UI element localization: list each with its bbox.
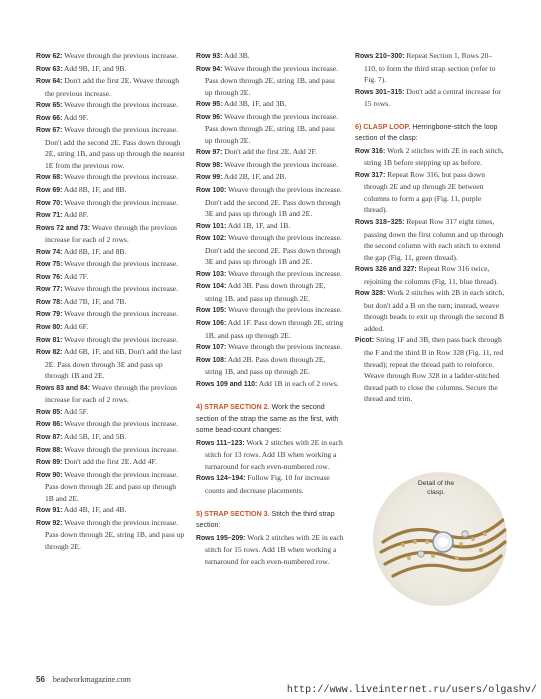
section-4-intro [196, 402, 344, 437]
row-label: Row 71: [36, 212, 63, 220]
row-text: Weave through the previous increase for each of 2 rows. [45, 382, 177, 405]
instruction-row [196, 111, 344, 147]
row-label: Rows 210–300: [355, 53, 405, 60]
row-text: Add 9F. [62, 112, 89, 122]
row-label: Row 85: [36, 408, 63, 416]
row-label: Row 94: [196, 65, 223, 73]
column-1 [36, 50, 186, 552]
column-2 [196, 50, 344, 567]
instruction-row [355, 263, 505, 287]
instruction-row [36, 296, 186, 309]
section-6-intro [355, 122, 505, 145]
column-3 [355, 50, 505, 405]
row-label: Row 64: [36, 78, 63, 86]
row-text: Weave through the previous increase. [62, 172, 179, 182]
instruction-row [36, 469, 186, 505]
row-text: Don't add the first 2E. Weave through the previous increase. [45, 76, 180, 98]
row-text: Weave through the previous increase. Pass down through 2E and pass up through 1B and 2E. [45, 469, 179, 503]
row-label: Row 67: [36, 127, 63, 135]
row-label: Row 100: [196, 187, 227, 195]
row-text: Weave through the previous increase. [62, 284, 179, 294]
section-6-text: Herringbone-stitch the loop section of the clasp: [355, 122, 498, 143]
row-label: Row 77: [36, 286, 63, 294]
instruction-row [36, 246, 186, 259]
row-label: Row 76: [36, 273, 63, 281]
row-label: Row 78: [36, 298, 63, 306]
instruction-row [196, 472, 344, 496]
row-text: Add 6F. [62, 322, 89, 332]
row-label: Row 102: [196, 235, 227, 243]
row-label: Row 79: [36, 311, 63, 319]
row-text: Weave through the previous increase for each of 2 rows. [45, 222, 177, 245]
instruction-row [36, 444, 186, 457]
instruction-row [36, 209, 186, 222]
section-5-rows [196, 532, 344, 568]
row-text: Weave through the previous increase. [62, 100, 179, 110]
col2-rows [196, 50, 344, 390]
row-label: Picot: [355, 337, 375, 345]
row-label: Rows 72 and 73: [36, 224, 90, 232]
instruction-row [196, 304, 344, 317]
page-footer [36, 675, 131, 684]
row-text: Don't add the first 2E. Add 4F. [62, 457, 158, 467]
row-label: Row 74: [36, 248, 63, 256]
instruction-row [196, 171, 344, 184]
instruction-row [196, 63, 344, 99]
instruction-row [196, 232, 344, 268]
row-label: Row 91: [36, 507, 63, 515]
row-label: Row 328: [355, 290, 386, 298]
row-text: Add 3B. [222, 51, 250, 60]
row-label: Rows 83 and 84: [36, 384, 90, 392]
row-label: Row 81: [36, 336, 63, 344]
instruction-row [36, 75, 186, 99]
instruction-row [196, 146, 344, 159]
row-text: Weave through the previous increase. [62, 334, 179, 344]
row-label: Row 63: [36, 65, 63, 73]
instruction-row [36, 504, 186, 517]
row-text: Add 5F. [62, 406, 89, 416]
row-text: Don't add the first 2E. Add 2F. [222, 147, 318, 157]
row-label: Row 62: [36, 53, 63, 60]
instruction-row [36, 271, 186, 284]
instruction-row [36, 346, 186, 382]
instruction-row [196, 220, 344, 233]
row-text: Weave through the previous increase. Don't add the second 2E. Pass down through 2E, string 1B, and pass up through the nearest 1E from the previous row. [45, 125, 185, 170]
row-text: Weave through the previous increase. [62, 51, 179, 60]
row-text: Weave through the previous increase. Pass down through 2E, string 1B, and pass up through 2E. [205, 111, 339, 145]
row-text: Repeat Section 1, Rows 20–110, to form the third strap section (refer to Fig. 7). [364, 51, 496, 85]
row-label: Rows 301–315: [355, 88, 405, 96]
row-label: Row 68: [36, 174, 63, 182]
instruction-row [196, 268, 344, 281]
row-text: Work 2 stitches with 2B in each stitch, but don't add a B on the turn; instead, weave through beads to exit up through the second B added. [364, 288, 505, 333]
instruction-row [36, 112, 186, 125]
section-6-rows [355, 145, 505, 405]
row-label: Row 108: [196, 356, 227, 364]
instruction-row [196, 354, 344, 378]
row-text: Add 5B, 1F, and 5B. [62, 431, 127, 441]
instruction-row [36, 222, 186, 246]
row-label: Row 88: [36, 446, 63, 454]
row-text: Weave through the previous increase. [62, 444, 179, 454]
page-number: 56 [36, 675, 45, 684]
row-text: Add 7F. [62, 271, 89, 281]
row-text: Weave through the previous increase. [226, 342, 342, 352]
row-text: Repeat Row 316 twice, rejoining the columns (Fig. 11, blue thread). [364, 264, 499, 286]
row-label: Row 87: [36, 433, 63, 441]
row-label: Row 107: [196, 344, 227, 352]
row-text: Add 1F. Pass down through 2E, string 1B, and pass up through 2E. [205, 318, 344, 340]
instruction-row [36, 308, 186, 321]
row-text: Add 9B, 1F, and 9B. [62, 63, 127, 73]
row-text: Repeat Row 316, but pass down through 2E and up through 2E between columns to form a gap (Fig. 11, purple thread). [364, 169, 486, 215]
row-text: Work 2 stitches with 2E in each stitch, string 1B before stepping up as before. [364, 145, 504, 168]
section-4-heading: 4) STRAP SECTION 2. [196, 403, 270, 412]
row-text: Add 6B, 1F, and 6B. Don't add the last 2E. Pass down through 3E and pass up through 1B and 2E. [45, 347, 182, 381]
row-text: Add 8F. [62, 210, 89, 220]
site-name: beadworkmagazine.com [52, 675, 131, 684]
row-text: Weave through the previous increase. Don't add the second 2E. Pass down through 3E and pass up through 1B and 2E. [205, 185, 342, 219]
row-label: Row 317: [355, 171, 386, 179]
instruction-row [36, 258, 186, 271]
row-text: String 1F and 3B, then pass back through the F and the third B in Row 328 (Fig. 11, red thread); repeat the thread path to reinforce. Weave through Row 328 in a ladder-stitched thread path to close the columns. Secure the thread and trim. [364, 335, 504, 404]
section-5-intro [196, 509, 344, 532]
row-label: Row 69: [36, 187, 63, 195]
row-text: Add 8B, 1F, and 8B. [62, 246, 127, 256]
instruction-row [196, 280, 344, 304]
instruction-row [355, 145, 505, 169]
row-label: Rows 318–325: [355, 219, 405, 227]
instruction-row [36, 456, 186, 469]
instruction-row [196, 184, 344, 220]
row-text: Weave through the previous increase. [62, 197, 179, 207]
watermark-url: http://www.liveinternet.ru/users/olgashv/ [286, 685, 537, 696]
instruction-row [36, 517, 186, 553]
instruction-row [36, 283, 186, 296]
row-label: Row 66: [36, 114, 63, 122]
row-text: Add 7B, 1F, and 7B. [62, 296, 127, 306]
row-label: Row 105: [196, 307, 227, 315]
row-label: Row 99: [196, 174, 223, 182]
section-5-heading: 5) STRAP SECTION 3. [196, 509, 270, 518]
instruction-row [36, 99, 186, 112]
row-label: Row 89: [36, 459, 63, 467]
instruction-row [36, 334, 186, 347]
row-label: Row 82: [36, 349, 63, 357]
instruction-row [36, 50, 186, 63]
section-4-text: Work the second section of the strap the same as the first, with some bead-count changes: [196, 403, 339, 435]
instruction-row [196, 98, 344, 111]
instruction-row [196, 532, 344, 568]
instruction-row [36, 321, 186, 334]
row-label: Row 101: [196, 222, 227, 230]
row-text: Add 8B, 1F, and 8B. [62, 185, 127, 195]
row-label: Row 103: [196, 270, 227, 278]
row-label: Rows 109 and 110: [196, 380, 258, 388]
instruction-row [196, 341, 344, 354]
row-text: Add 4B, 1F, and 4B. [62, 505, 127, 515]
instruction-row [36, 406, 186, 419]
row-text: Weave through the previous increase. Don't add the second 2E. Pass down through 3E and pass up through 1B and 2E. [205, 233, 342, 267]
instruction-row [36, 171, 186, 184]
row-label: Row 104: [196, 283, 227, 291]
section-4-rows [196, 437, 344, 497]
row-text: Add 2B, 1F, and 2B. [222, 172, 287, 182]
instruction-row [355, 86, 505, 110]
row-label: Row 93: [196, 53, 223, 60]
row-text: Weave through the previous increase. [62, 259, 179, 269]
instruction-row [355, 334, 505, 404]
instruction-row [355, 50, 505, 86]
instruction-row [36, 63, 186, 76]
row-label: Row 80: [36, 324, 63, 332]
instruction-row [36, 382, 186, 406]
row-text: Add 3B, 1F, and 3B. [222, 99, 287, 109]
row-text: Weave through the previous increase. [62, 419, 179, 429]
section-6-heading: 6) CLASP LOOP. [355, 122, 411, 131]
instruction-row [36, 124, 186, 171]
row-text: Add 3B. Pass down through 2E, string 1B, and pass up through 2E. [205, 281, 326, 303]
instruction-row [196, 437, 344, 473]
row-text: Repeat Row 317 eight times, passing down the first column and up through the second column with each stitch to extend the gap (Fig. 11, green thread). [364, 217, 504, 262]
row-text: Weave through the previous increase. Pass down through 2E, string 1B, and pass up through 2E. [205, 63, 339, 97]
instruction-row [355, 287, 505, 334]
row-text: Weave through the previous increase. [226, 305, 342, 315]
instruction-row [355, 216, 505, 263]
instruction-row [355, 169, 505, 216]
instruction-row [36, 418, 186, 431]
row-label: Row 97: [196, 149, 223, 157]
row-text: Follow Fig. 10 for increase counts and decrease placements. [205, 473, 330, 495]
row-label: Row 98: [196, 161, 223, 169]
section-5-text: Stitch the third strap section: [196, 509, 335, 530]
instruction-row [196, 50, 344, 63]
instruction-row [196, 317, 344, 341]
row-label: Row 65: [36, 102, 63, 110]
row-label: Row 316: [355, 147, 386, 155]
row-label: Rows 111–123: [196, 439, 245, 447]
row-label: Row 90: [36, 471, 63, 479]
row-label: Row 75: [36, 261, 63, 269]
row-label: Row 86: [36, 421, 63, 429]
row-label: Rows 124–194: [196, 475, 246, 483]
instruction-row [36, 431, 186, 444]
col3-top-rows [355, 50, 505, 110]
row-label: Row 92: [36, 519, 63, 527]
row-label: Rows 195–209: [196, 534, 246, 542]
row-label: Row 96: [196, 113, 223, 121]
row-text: Add 1B, 1F, and 1B. [226, 220, 291, 230]
row-text: Weave through the previous increase. [226, 268, 342, 278]
row-text: Add 1B in each of 2 rows. [257, 378, 339, 388]
instruction-row [36, 197, 186, 210]
instruction-row [36, 184, 186, 197]
row-text: Weave through the previous increase. [222, 159, 339, 169]
photo-caption: Detail of the clasp. [417, 480, 455, 496]
row-text: Don't add a central increase for 15 rows. [364, 86, 502, 109]
row-label: Row 106: [196, 320, 227, 328]
row-text: Weave through the previous increase. [62, 309, 179, 319]
row-text: Add 2B. Pass down through 2E, string 1B, and pass up through 2E. [205, 354, 326, 377]
row-text: Work 2 stitches with 2E in each stitch for 13 rows. Add 1B when working a turnaround for each even-numbered row. [205, 437, 343, 471]
instruction-row [196, 378, 344, 391]
row-label: Row 70: [36, 199, 63, 207]
row-text: Work 2 stitches with 2E in each stitch for 15 rows. Add 1B when working a turnaround for each even-numbered row. [205, 532, 344, 566]
row-label: Row 95: [196, 101, 223, 109]
row-label: Rows 326 and 327: [355, 266, 417, 274]
instruction-row [196, 159, 344, 172]
row-text: Weave through the previous increase. Pass down through 2E, string 1B, and pass up through 2E. [45, 517, 185, 551]
